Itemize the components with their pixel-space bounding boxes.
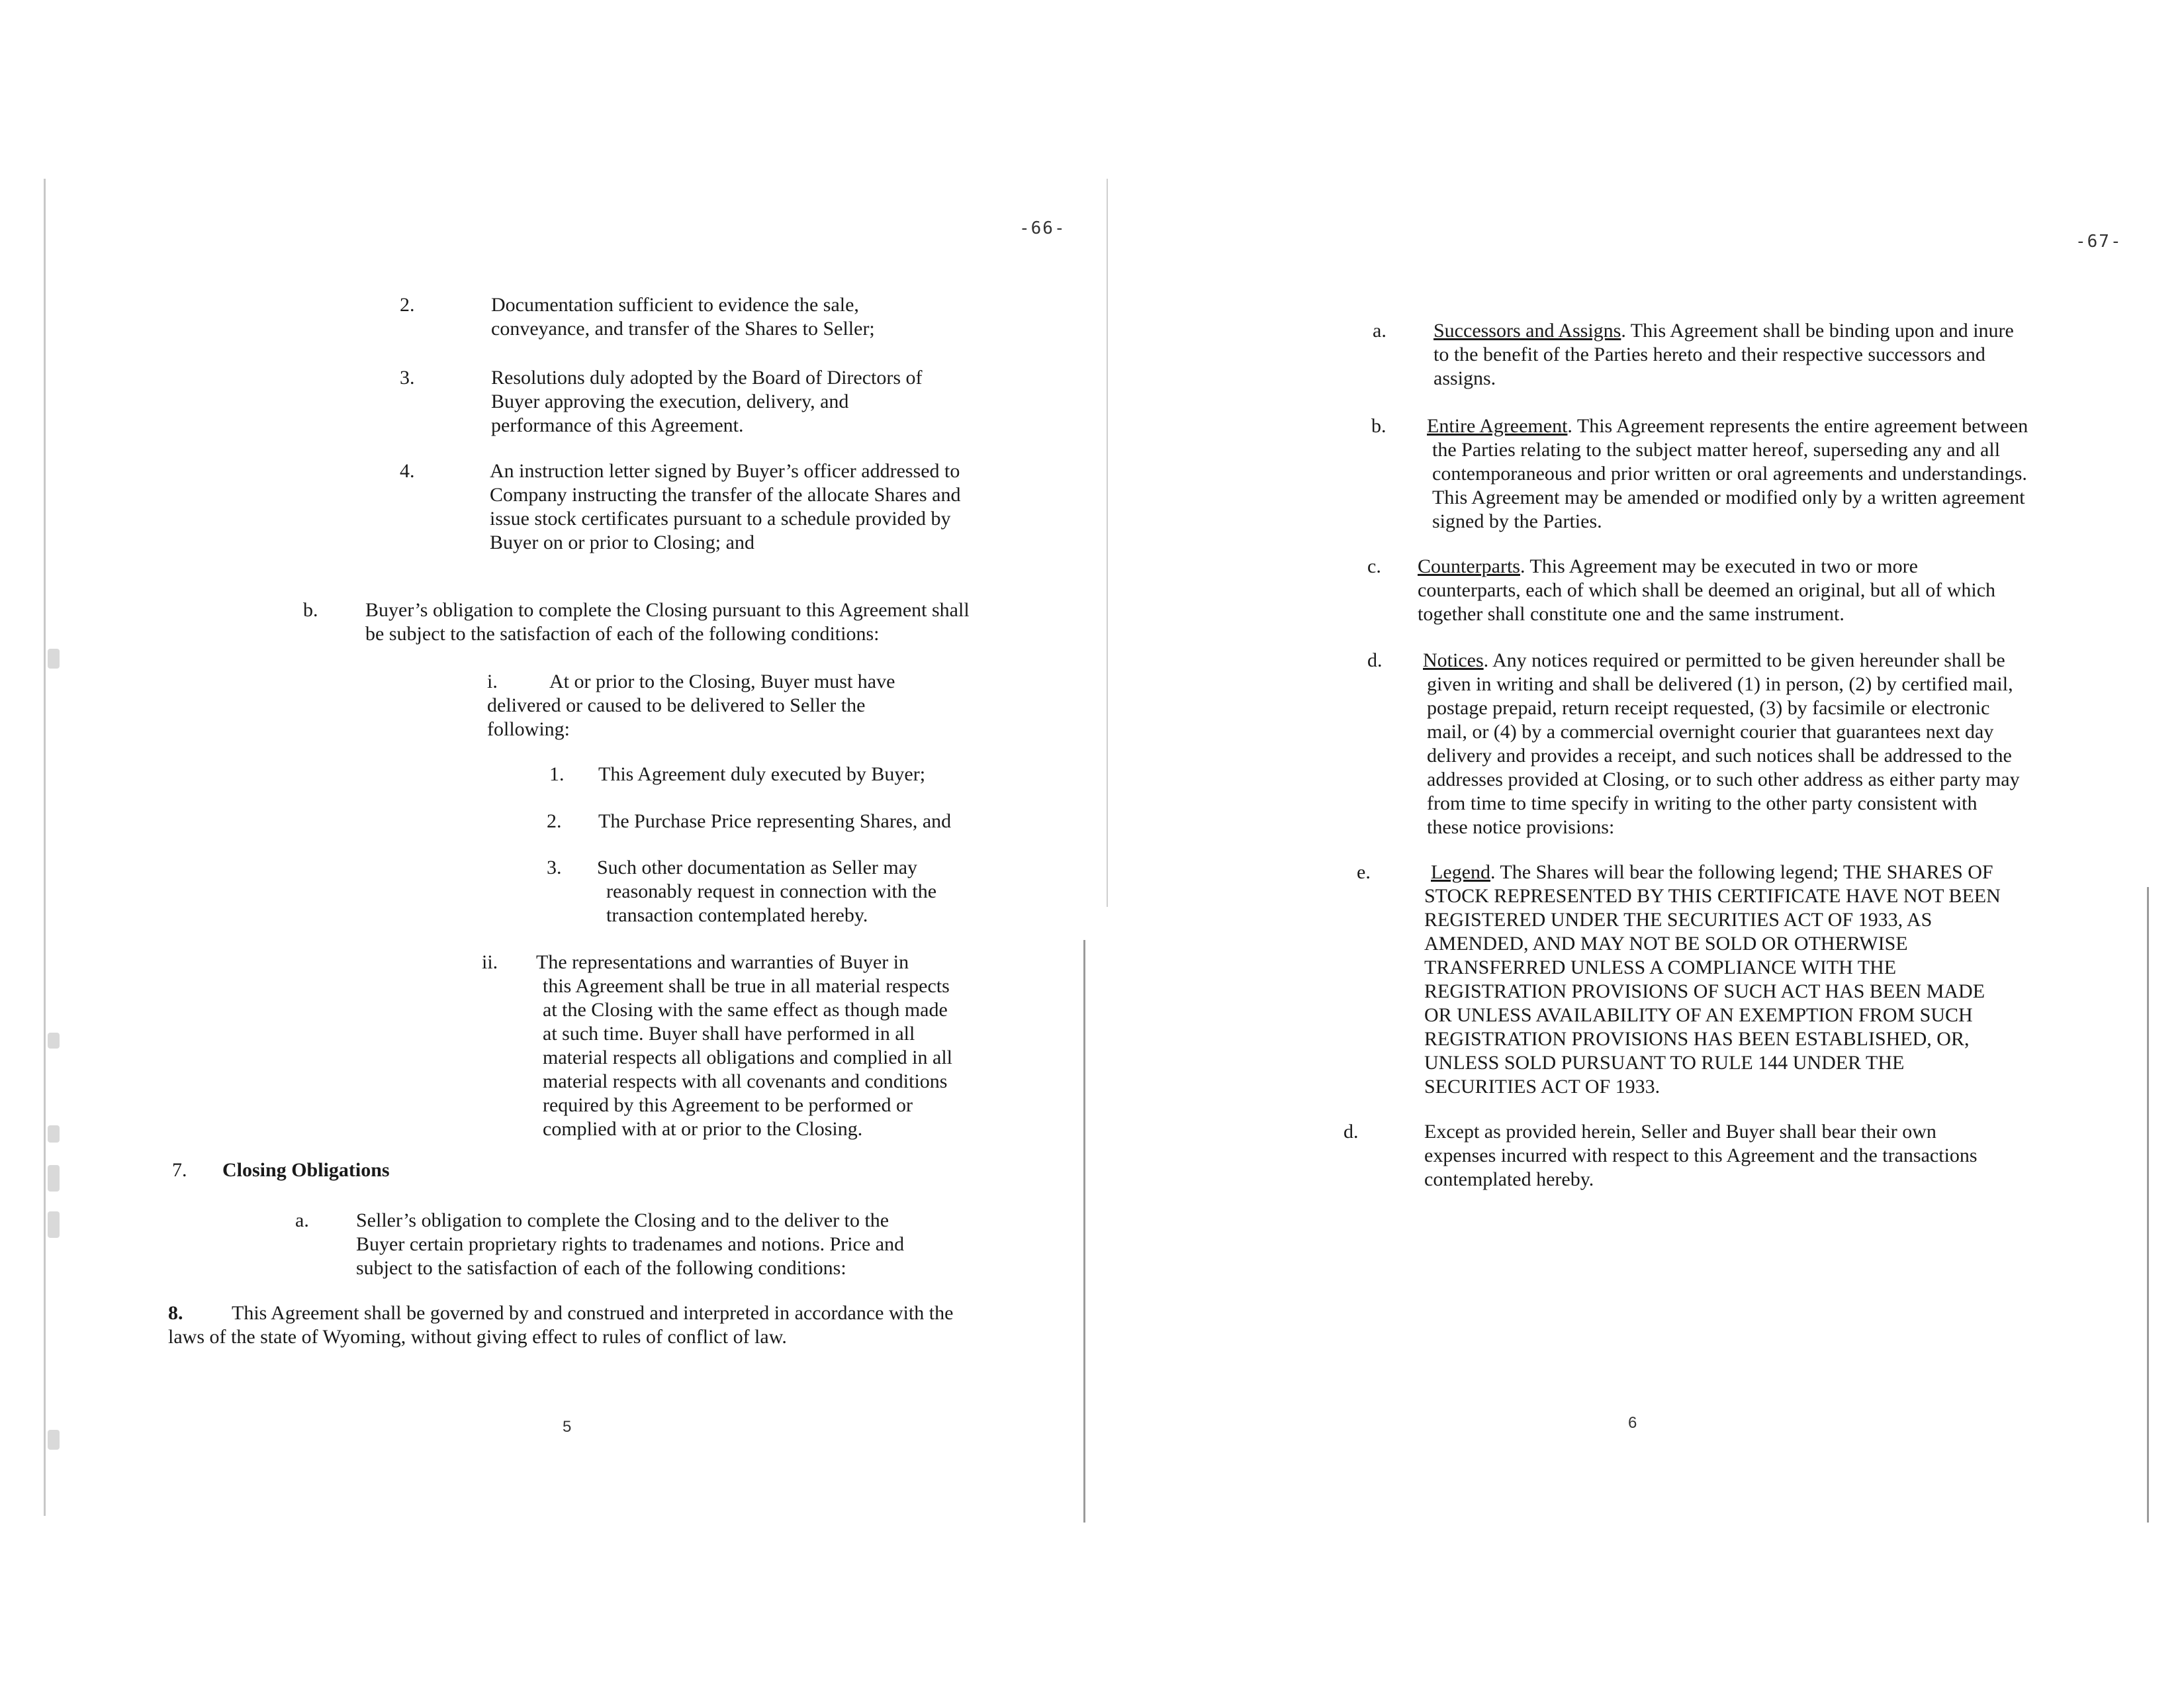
- clause-d-body: given in writing and shall be delivered (1) in person, (2) by certified mail, postage prepaid, return receipt requested, (3) by facsimile or electronic mail, or (4) by a commercial overnight courier that guarantees next day delivery and provides a receipt, and such notices shall be addressed to the addresses provided at Closing, or to such other address as either party may from time to time specify in writing to the other party consistent with these notice provisions:: [1427, 673, 2020, 838]
- delivery-item-3-number: 3.: [547, 857, 562, 878]
- clause-c-line1: [1418, 555, 1918, 579]
- page-footer-number: 6: [1628, 1414, 1637, 1432]
- delivery-item-1-text: This Agreement duly executed by Buyer;: [598, 763, 926, 785]
- right-scan-edge: [2147, 887, 2149, 1523]
- clause-e-body: STOCK REPRESENTED BY THIS CERTIFICATE HAVE NOT BEEN REGISTERED UNDER THE SECURITIES ACT OF 1933, AS AMENDED, AND MAY NOT BE SOLD OR OTHERWISE TRANSFERRED UNLESS A COMPLIANCE WITH THE REGISTRATION PROVISIONS OF SUCH ACT HAS BEEN MADE OR UNLESS AVAILABILITY OF AN EXEMPTION FROM SUCH REGISTRATION PROVISIONS HAS BEEN ESTABLISHED, OR, UNLESS SOLD PURSUANT TO RULE 144 UNDER THE SECURITIES ACT OF 1933.: [1424, 885, 2001, 1098]
- subclause-ii-text: this Agreement shall be true in all material respects at the Closing with the same effect as though made at such time. Buyer shall have performed in all material respects all obligations and complied in all material respects with all covenants and conditions required by this Agreement to be performed or complied with at or prior to the Closing.: [543, 975, 952, 1140]
- scan-smudge: [48, 1033, 60, 1049]
- clause-d-title: Notices: [1423, 649, 1484, 671]
- clause-d-text: . Any notices required or permitted to be given hereunder shall be: [1483, 649, 2005, 671]
- section-8-number: 8.: [168, 1302, 183, 1324]
- delivery-item-3-line1: Such other documentation as Seller may: [597, 857, 918, 878]
- clause-c-body: counterparts, each of which shall be deemed an original, but all of which together shall constitute one and the same instrument.: [1418, 579, 1996, 625]
- item-3-number: 3.: [400, 367, 415, 389]
- delivery-item-2-text: The Purchase Price representing Shares, and: [598, 810, 952, 832]
- subclause-ii-label: ii.: [482, 951, 498, 973]
- section-8-line1: This Agreement shall be governed by and construed and interpreted in accordance with the: [232, 1302, 954, 1324]
- clause-a-body: to the benefit of the Parties hereto and their respective successors and assigns.: [1433, 344, 1985, 389]
- scan-smudge: [48, 1211, 60, 1238]
- section-7-title: Closing Obligations: [222, 1159, 390, 1181]
- subclause-ii-line1: The representations and warranties of Buyer in: [536, 951, 909, 973]
- page-header-number: -67-: [2075, 232, 2122, 252]
- section-7a-label: a.: [295, 1209, 309, 1231]
- clause-a-line1: [1433, 319, 2014, 343]
- section-7a-text: Seller’s obligation to complete the Closing and to the deliver to the Buyer certain proprietary rights to tradenames and notions. Price and subject to the satisfaction of each of the following conditions:: [356, 1209, 905, 1279]
- clause-d-label: d.: [1367, 649, 1383, 671]
- subclause-i-label: i.: [487, 671, 498, 692]
- clause-b-text: Buyer’s obligation to complete the Closing pursuant to this Agreement shall be subject to the satisfaction of each of the following conditions:: [365, 599, 970, 645]
- center-scan-edge: [1083, 940, 1085, 1523]
- item-2-text: Documentation sufficient to evidence the sale, conveyance, and transfer of the Shares to Seller;: [491, 294, 875, 340]
- clause-e-line1: [1431, 861, 1993, 884]
- section-8-line2: laws of the state of Wyoming, without giving effect to rules of conflict of law.: [168, 1326, 787, 1348]
- subclause-i-text: delivered or caused to be delivered to Seller the following:: [487, 694, 866, 740]
- clause-c-label: c.: [1367, 555, 1381, 577]
- clause-b-text: . This Agreement represents the entire agreement between: [1567, 415, 2028, 437]
- clause-d2-text: Except as provided herein, Seller and Buyer shall bear their own expenses incurred with respect to this Agreement and the transactions contemplated hereby.: [1424, 1121, 1978, 1190]
- left-scan-edge: [44, 179, 46, 1516]
- page-header-number: -66-: [1019, 218, 1066, 238]
- clause-a-text: . This Agreement shall be binding upon and inure: [1621, 320, 2014, 342]
- scan-smudge: [48, 1125, 60, 1143]
- item-4-text: An instruction letter signed by Buyer’s officer addressed to Company instructing the transfer of the allocate Shares and issue stock certificates pursuant to a schedule provided by Buyer on or prior to Closing; and: [490, 460, 961, 553]
- delivery-item-3-text: reasonably request in connection with the transaction contemplated hereby.: [606, 880, 937, 926]
- scan-smudge: [48, 649, 60, 669]
- section-7-number: 7.: [172, 1159, 187, 1181]
- clause-b-line1: [1427, 414, 2028, 438]
- item-3-text: Resolutions duly adopted by the Board of Directors of Buyer approving the execution, delivery, and performance of this Agreement.: [491, 367, 923, 436]
- clause-a-label: a.: [1373, 320, 1387, 342]
- delivery-item-2-number: 2.: [547, 810, 562, 832]
- clause-e-text: . The Shares will bear the following legend; THE SHARES OF: [1490, 861, 1993, 883]
- subclause-i-line1: At or prior to the Closing, Buyer must have: [549, 671, 895, 692]
- page-footer-number: 5: [563, 1418, 572, 1436]
- clause-e-title: Legend: [1431, 861, 1490, 883]
- scan-smudge: [48, 1430, 60, 1450]
- item-2-number: 2.: [400, 294, 415, 316]
- delivery-item-1-number: 1.: [549, 763, 565, 785]
- clause-d-line1: [1423, 649, 2005, 673]
- clause-a-title: Successors and Assigns: [1433, 320, 1621, 342]
- clause-b-body: the Parties relating to the subject matter hereof, superseding any and all contemporaneous and prior written or oral agreements and understandings. This Agreement may be amended or modified only by a written agreement signed by the Parties.: [1432, 439, 2027, 532]
- clause-c-text: . This Agreement may be executed in two or more: [1520, 555, 1918, 577]
- clause-c-title: Counterparts: [1418, 555, 1520, 577]
- clause-d2-label: d.: [1343, 1121, 1359, 1143]
- clause-b-label: b.: [1371, 415, 1387, 437]
- clause-b-title: Entire Agreement: [1427, 415, 1568, 437]
- center-scan-edge-faint: [1107, 179, 1108, 907]
- clause-b-label: b.: [303, 599, 318, 621]
- clause-e-label: e.: [1357, 861, 1371, 883]
- item-4-number: 4.: [400, 460, 415, 482]
- scan-smudge: [48, 1165, 60, 1192]
